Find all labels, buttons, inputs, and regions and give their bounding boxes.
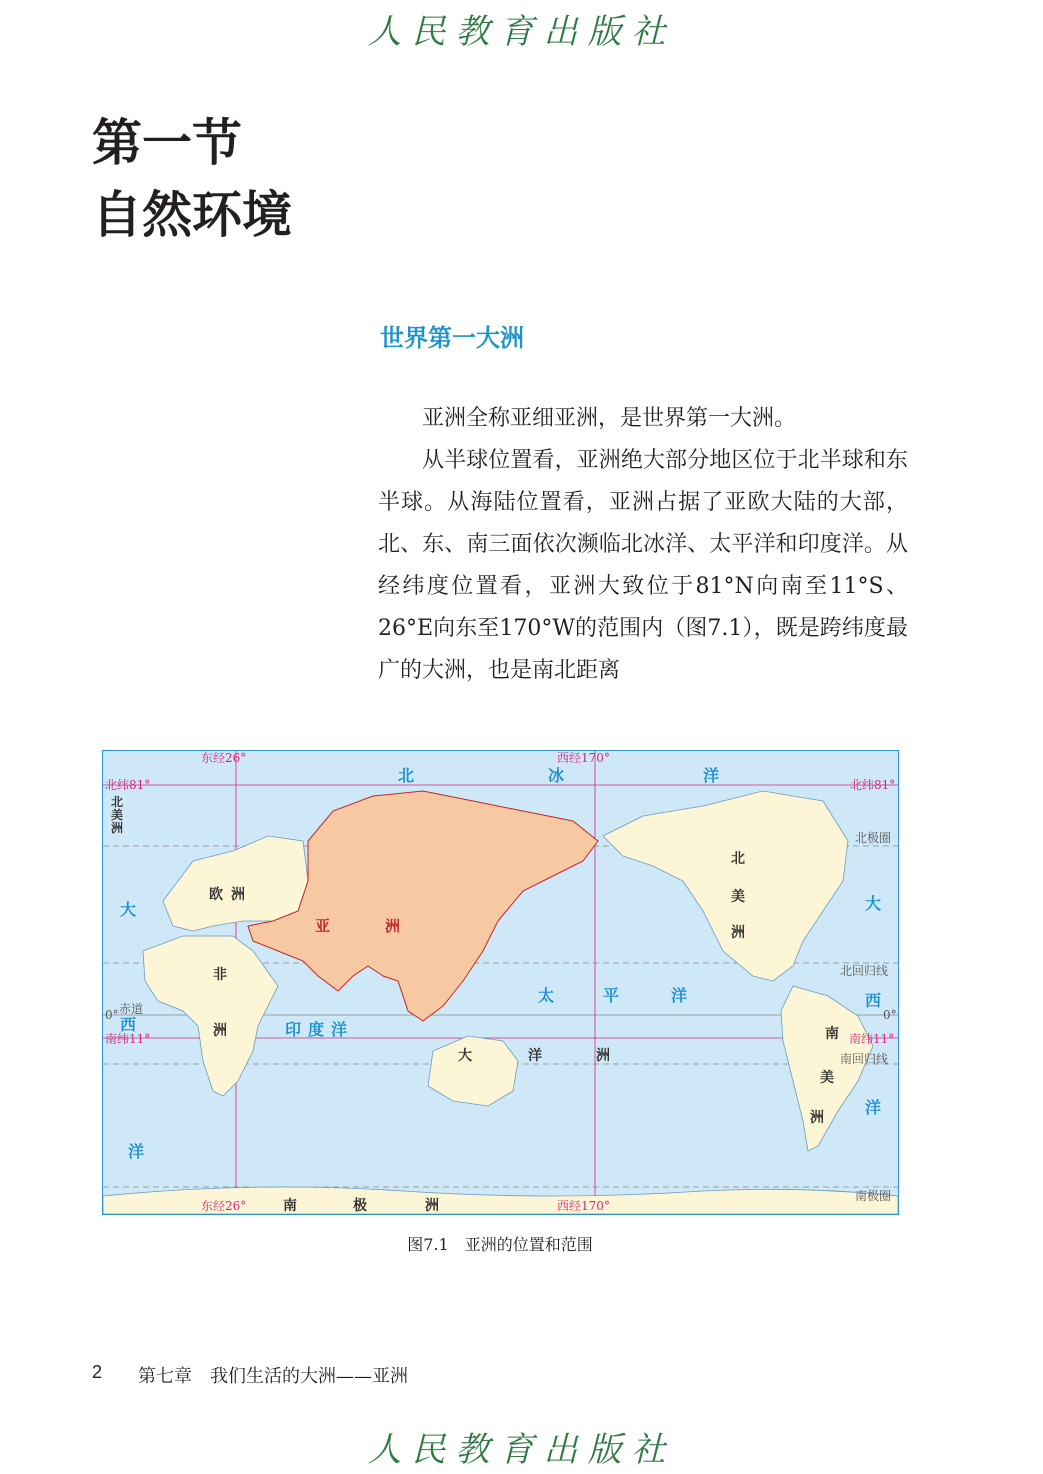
zero-deg-label-right: 0° <box>883 1008 897 1022</box>
lat-81n-label-right: 北纬81° <box>850 778 896 792</box>
indian-ocean-char: 度 <box>308 1020 325 1039</box>
lat-11s-label-right: 南纬11° <box>849 1032 895 1046</box>
arctic-ocean-char: 冰 <box>548 766 565 785</box>
tropic-cancer-label: 北回归线 <box>840 964 889 978</box>
lon-26e-label-top: 东经26° <box>201 751 247 765</box>
atlantic-east-char: 洋 <box>865 1098 882 1117</box>
pacific-ocean-char: 平 <box>603 986 620 1005</box>
antarctica-char: 极 <box>353 1198 367 1214</box>
publisher-logo-top: 人民教育出版社 <box>367 12 676 52</box>
arctic-ocean-char: 北 <box>398 766 415 785</box>
north-america-edge-char: 美 <box>111 808 124 822</box>
north-america-char: 北 <box>731 851 745 867</box>
south-america-char: 美 <box>820 1070 834 1086</box>
equator-label: 赤道 <box>119 1002 144 1016</box>
north-america-edge-char: 洲 <box>111 821 124 835</box>
paragraph: 亚洲全称亚细亚洲，是世界第一大洲。 <box>422 406 797 431</box>
subsection-heading: 世界第一大洲 <box>380 323 524 352</box>
paragraph: 从半球位置看，亚洲绝大部分地区位于北半球和东半球。从海陆位置看，亚洲占据了亚欧大陆的大部，北、东、南三面依次濒临北冰洋、太平洋和印度洋。从经纬度位置看，亚洲大致位于81°N向南至11°S、26°E向东至170°W的范围内（图7.1），既是跨纬度最广的大洲，也是南北距离 <box>378 448 908 683</box>
arctic-ocean-char: 洋 <box>703 766 720 785</box>
publisher-logo-bottom: 人民教育出版社 <box>367 1430 676 1470</box>
lat-11s-label-left: 南纬11° <box>105 1032 151 1046</box>
europe-char: 欧 <box>209 887 223 903</box>
north-america-edge-char: 北 <box>111 795 124 809</box>
oceania-char: 洋 <box>528 1048 542 1064</box>
running-footer: 第七章 我们生活的大洲——亚洲 <box>138 1366 408 1387</box>
lat-81n-label-left: 北纬81° <box>105 778 151 792</box>
arctic-circle-label: 北极圈 <box>855 831 892 845</box>
north-america-char: 洲 <box>731 925 745 941</box>
section-heading: 第一节 <box>92 113 242 172</box>
oceania-char: 洲 <box>596 1048 610 1064</box>
section-title: 自然环境 <box>92 185 292 244</box>
south-america-char: 南 <box>825 1026 839 1042</box>
south-america-char: 洲 <box>810 1110 824 1126</box>
body-text <box>378 398 908 692</box>
tropic-capricorn-label: 南回归线 <box>840 1052 889 1066</box>
figure-caption: 图7.1 亚洲的位置和范围 <box>407 1235 593 1254</box>
world-map <box>102 750 899 1215</box>
atlantic-east-char: 大 <box>865 894 882 913</box>
atlantic-west-char: 洋 <box>128 1142 145 1161</box>
indian-ocean-char: 印 <box>285 1020 302 1039</box>
atlantic-east-char: 西 <box>865 991 882 1010</box>
pacific-ocean-char: 太 <box>538 986 555 1005</box>
antarctica-char: 洲 <box>425 1198 439 1214</box>
north-america-char: 美 <box>731 889 745 905</box>
antarctic-circle-label: 南极圈 <box>855 1189 892 1203</box>
africa-char: 非 <box>213 967 227 983</box>
lon-170w-label-bottom: 西经170° <box>557 1199 610 1213</box>
europe-char: 洲 <box>231 887 245 903</box>
oceania-char: 大 <box>458 1048 472 1064</box>
map-svg <box>103 751 898 1214</box>
antarctica-char: 南 <box>283 1198 297 1214</box>
africa-char: 洲 <box>213 1023 227 1039</box>
asia-char: 亚 <box>315 917 331 935</box>
asia-char: 洲 <box>385 917 401 935</box>
pacific-ocean-char: 洋 <box>671 986 688 1005</box>
lon-170w-label-top: 西经170° <box>557 751 610 765</box>
lon-26e-label-bottom: 东经26° <box>201 1199 247 1213</box>
page-number: 2 <box>92 1362 103 1382</box>
indian-ocean-char: 洋 <box>331 1020 348 1039</box>
atlantic-west-char: 西 <box>120 1015 137 1034</box>
atlantic-west-char: 大 <box>120 900 137 919</box>
zero-deg-label-left: 0° <box>105 1008 119 1022</box>
